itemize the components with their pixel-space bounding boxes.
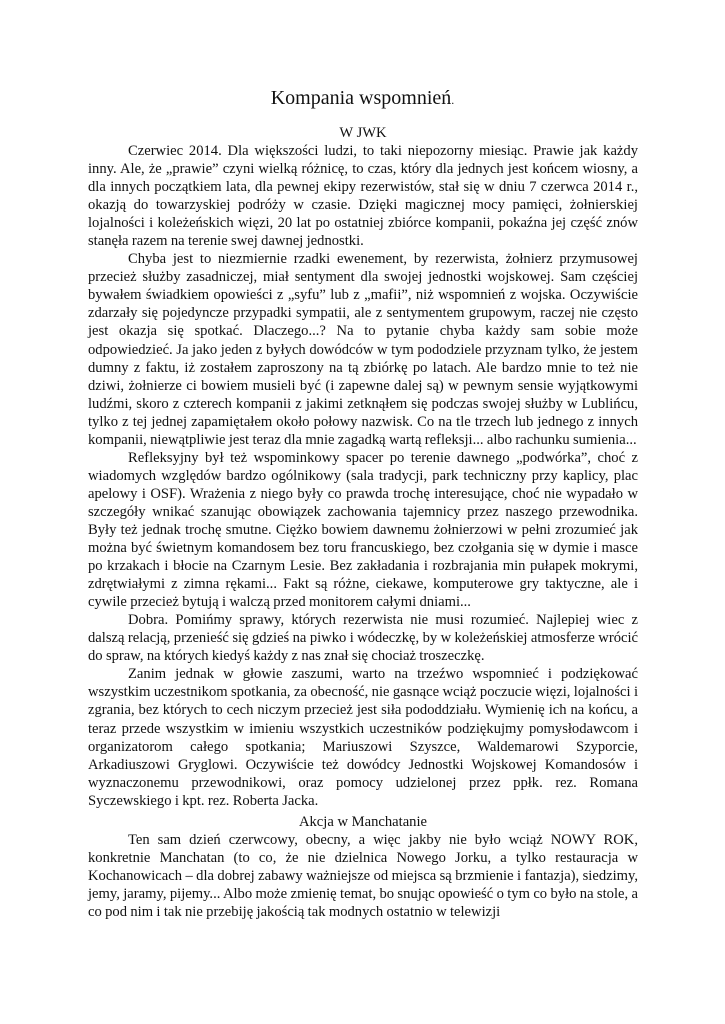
section-akcja-w-manchatanie bbox=[88, 813, 638, 921]
document-title-dot: . bbox=[451, 93, 455, 107]
paragraph: Dobra. Pomińmy sprawy, których rezerwista nie musi rozumieć. Najlepiej wiec z dalszą relacją, przenieść się gdzieś na piwko i wódeczkę, by w koleżeńskiej atmosferze wrócić do spraw, na których kiedyś każdy z nas znał się chociaż troszeczkę. bbox=[88, 612, 638, 665]
paragraph: Czerwiec 2014. Dla większości ludzi, to taki niepozorny miesiąc. Prawie jak każdy inny. Ale, że „prawie” czyni wielką różnicę, to czas, który dla jednych jest końcem wiosny, a dla innych początkiem lata, dla pewnej ekipy rezerwistów, stał się w dniu 7 czerwca 2014 r., okazją do towarzyskiej podróży w czasie. Dzięki magicznej mocy pamięci, żołnierskiej lojalności i koleżeńskich więzi, 20 lat po ostatniej zbiórce kompanii, pokaźna jej część znów stanęła razem na terenie swej dawnej jednostki. bbox=[88, 143, 638, 250]
section-heading: W JWK bbox=[339, 125, 387, 141]
paragraph: Ten sam dzień czerwcowy, obecny, a więc jakby nie było wciąż NOWY ROK, konkretnie Manchatan (to co, że nie dzielnica Nowego Jorku, a tylko restauracja w Kochanowicach – dla dobrej zabawy ważniejsze od miejsca są brzmienie i fantazja), siedzimy, jemy, jaramy, pijemy... Albo może zmienię temat, bo snując opowieść o tym co było na stole, a co pod nim i tak nie przebiję jakością tak modnych ostatnio w telewizji bbox=[88, 832, 638, 921]
document-title bbox=[0, 86, 725, 112]
document-title-text: Kompania wspomnień bbox=[270, 87, 452, 109]
section-w-jwk bbox=[88, 124, 638, 810]
paragraph: Zanim jednak w głowie zaszumi, warto na trzeźwo wspomnieć i podziękować wszystkim uczestnikom spotkania, za obecność, nie gasnące wciąż poczucie więzi, lojalności i zgrania, bez których to cech niczym przecież jest siła pododdziału. Wymienię ich na końcu, a teraz przede wszystkim w imieniu wszystkich uczestników podziękujmy pomysłodawcom i organizatorom całego spotkania; Mariuszowi Szyszce, Waldemarowi Szyporcie, Arkadiuszowi Gryglowi. Oczywiście też dowódcy Jednostki Wojskowej Komandosów i wyznaczonemu przewodnikowi, oraz pomocy udzielonej przez ppłk. rez. Romana Syczewskiego i kpt. rez. Roberta Jacka. bbox=[88, 666, 638, 809]
paragraph: Refleksyjny był też wspominkowy spacer po terenie dawnego „podwórka”, choć z wiadomych względów bardzo ogólnikowy (sala tradycji, park techniczny przy kaplicy, plac apelowy i OSF). Wrażenia z niego były co prawda trochę interesujące, choć nie wypadało w szczegóły wnikać szanując obowiązek zachowania tajemnicy przez naszego przewodnika. Były też jednak trochę smutne. Ciężko bowiem dawnemu żołnierzowi w pełni zrozumieć jak można być świetnym komandosem bez toru francuskiego, bez czołgania się w dymie i masce po krzakach i błocie na Czarnym Lesie. Bez zakładania i rozbrajania min pułapek mokrymi, zdrętwiałymi z zimna rękami... Fakt są różne, ciekawe, komputerowe gry taktyczne, ale i cywile przecież bytują i walczą przed monitorem całymi dniami... bbox=[88, 449, 638, 611]
paragraph: Chyba jest to niezmiernie rzadki ewenement, by rezerwista, żołnierz przymusowej przecież służby zasadniczej, miał sentyment dla swojej jednostki wojskowej. Sam częściej bywałem świadkiem opowieści z „syfu” lub z „mafii”, niż wspomnień z wojska. Oczywiście zdarzały się pojedyncze przypadki sympatii, ale z sentymentem grupowym, raczej nie często jest okazja się spotkać. Dlaczego...? Na to pytanie chyba każdy sam sobie może odpowiedzieć. Ja jako jeden z byłych dowódców w tym pododziele przyznam tylko, że jestem dumny z faktu, iż zostałem zaproszony na tą zbiórkę po latach. Ale bardzo mnie to też nie dziwi, żołnierze ci bowiem musieli być (i zapewne dalej są) w pewnym sensie wyjątkowymi ludźmi, skoro z czterech kompanii z jakimi zetknąłem się podczas swojej służby w Lublińcu, tylko z tej jednej zapamiętałem około połowy nazwisk. Co na tle trzech lub jednego z innych kompanii, niewątpliwie jest teraz dla mnie zagadką wartą refleksji... albo rachunku sumienia... bbox=[88, 251, 638, 448]
section-heading: Akcja w Manchatanie bbox=[298, 814, 428, 830]
